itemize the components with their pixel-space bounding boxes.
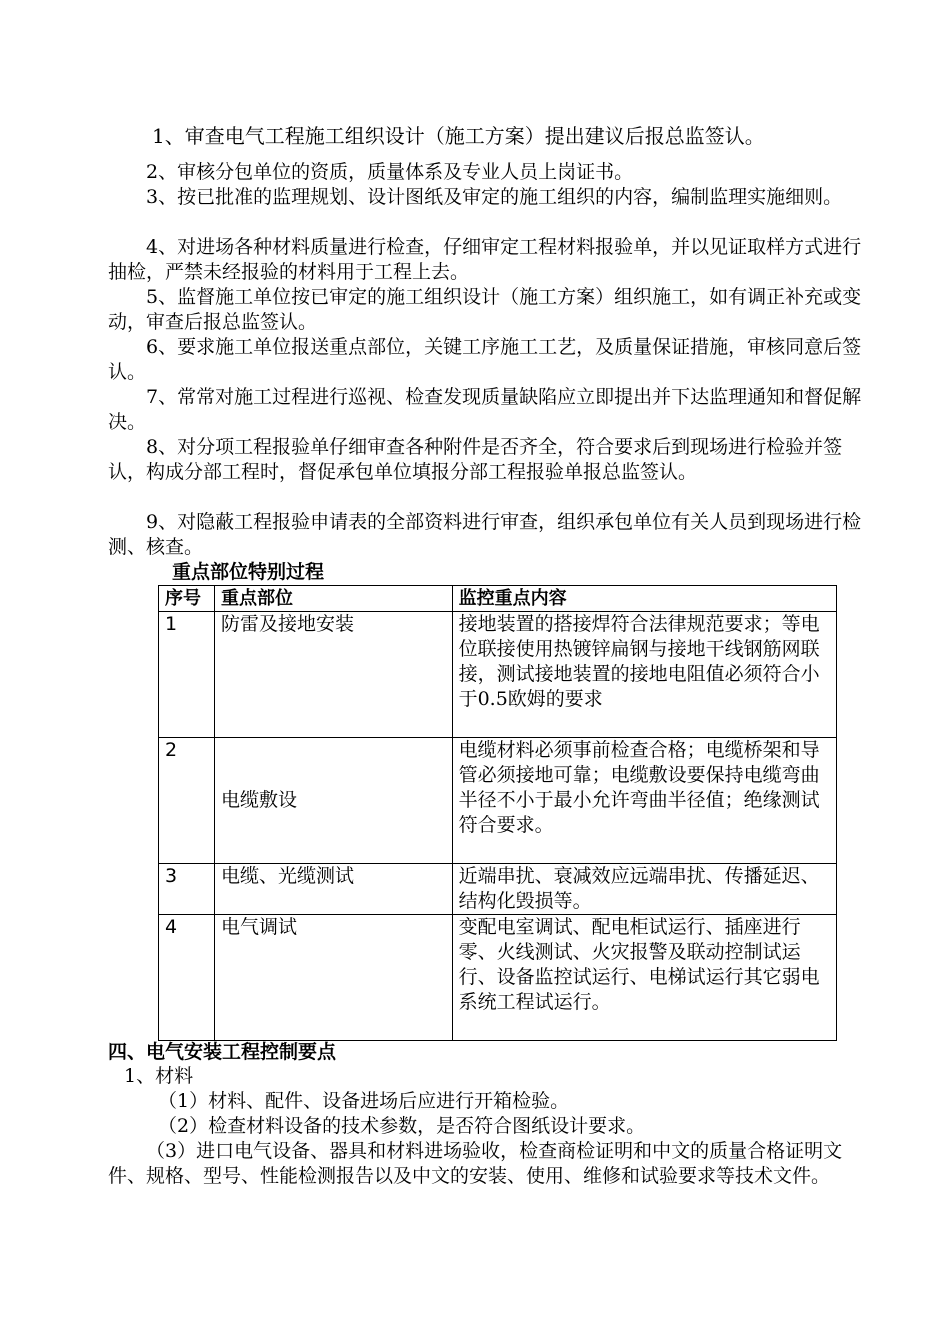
header-part: 重点部位 [214,586,452,612]
paragraph-8: 8、对分项工程报验单仔细审查各种附件是否齐全，符合要求后到现场进行检验并签认，构成分部工程时，督促承包单位填报分部工程报验单报总监签认。 [108,436,843,483]
row-content: 变配电室调试、配电柜试运行、插座进行零、火线测试、火灾报警及联动控制试运行、设备监控试运行、电梯试运行其它弱电系统工程试运行。 [452,915,836,1041]
table-row [159,612,837,738]
row-content: 接地装置的搭接焊符合法律规范要求；等电位联接使用热镀锌扁钢与接地干线钢筋网联接，测试接地装置的接地电阻值必须符合小于0.5欧姆的要求 [452,612,836,738]
paragraph-5: 5、监督施工单位按已审定的施工组织设计（施工方案）组织施工，如有调正补充或变动，审查后报总监签认。 [108,286,862,333]
row-index: 2 [159,738,215,864]
key-parts-table [158,585,837,1041]
table-row [159,738,837,864]
section-subtitle: 1、材料 [124,1065,194,1087]
row-part: 电气调试 [214,915,452,1041]
paragraph-4: 4、对进场各种材料质量进行检查，仔细审定工程材料报验单，并以见证取样方式进行抽检，严禁未经报验的材料用于工程上去。 [108,236,862,283]
material-item-2: （2）检查材料设备的技术参数，是否符合图纸设计要求。 [158,1115,646,1137]
material-item-1: （1）材料、配件、设备进场后应进行开箱检验。 [158,1090,570,1112]
paragraph-3: 3、按已批准的监理规划、设计图纸及审定的施工组织的内容，编制监理实施细则。 [146,186,843,208]
paragraph-9: 9、对隐蔽工程报验申请表的全部资料进行审查，组织承包单位有关人员到现场进行检测、核查。 [108,511,862,558]
row-part: 电缆、光缆测试 [214,864,452,915]
row-index: 1 [159,612,215,738]
table-row [159,864,837,915]
row-index: 4 [159,915,215,1041]
header-index: 序号 [159,586,215,612]
row-part: 防雷及接地安装 [214,612,452,738]
row-content: 电缆材料必须事前检查合格；电缆桥架和导管必须接地可靠；电缆敷设要保持电缆弯曲半径不小于最小允许弯曲半径值；绝缘测试符合要求。 [452,738,836,864]
paragraph-2: 2、审核分包单位的资质，质量体系及专业人员上岗证书。 [146,161,634,183]
row-index: 3 [159,864,215,915]
paragraph-1: 1、审查电气工程施工组织设计（施工方案）提出建议后报总监签认。 [152,124,765,148]
row-part: 电缆敷设 [214,738,452,864]
row-content: 近端串扰、衰减效应远端串扰、传播延迟、结构化毁损等。 [452,864,836,915]
paragraph-7: 7、常常对施工过程进行巡视、检查发现质量缺陷应立即提出并下达监理通知和督促解决。 [108,386,862,433]
table-caption: 重点部位特别过程 [172,561,325,583]
header-content: 监控重点内容 [452,586,836,612]
table-header-row [159,586,837,612]
section-title: 四、电气安装工程控制要点 [108,1041,337,1063]
material-item-3: （3）进口电气设备、器具和材料进场验收，检查商检证明和中文的质量合格证明文件、规格、型号、性能检测报告以及中文的安装、使用、维修和试验要求等技术文件。 [108,1140,843,1187]
table-row [159,915,837,1041]
paragraph-6: 6、要求施工单位报送重点部位，关键工序施工工艺，及质量保证措施，审核同意后签认。 [108,336,862,383]
